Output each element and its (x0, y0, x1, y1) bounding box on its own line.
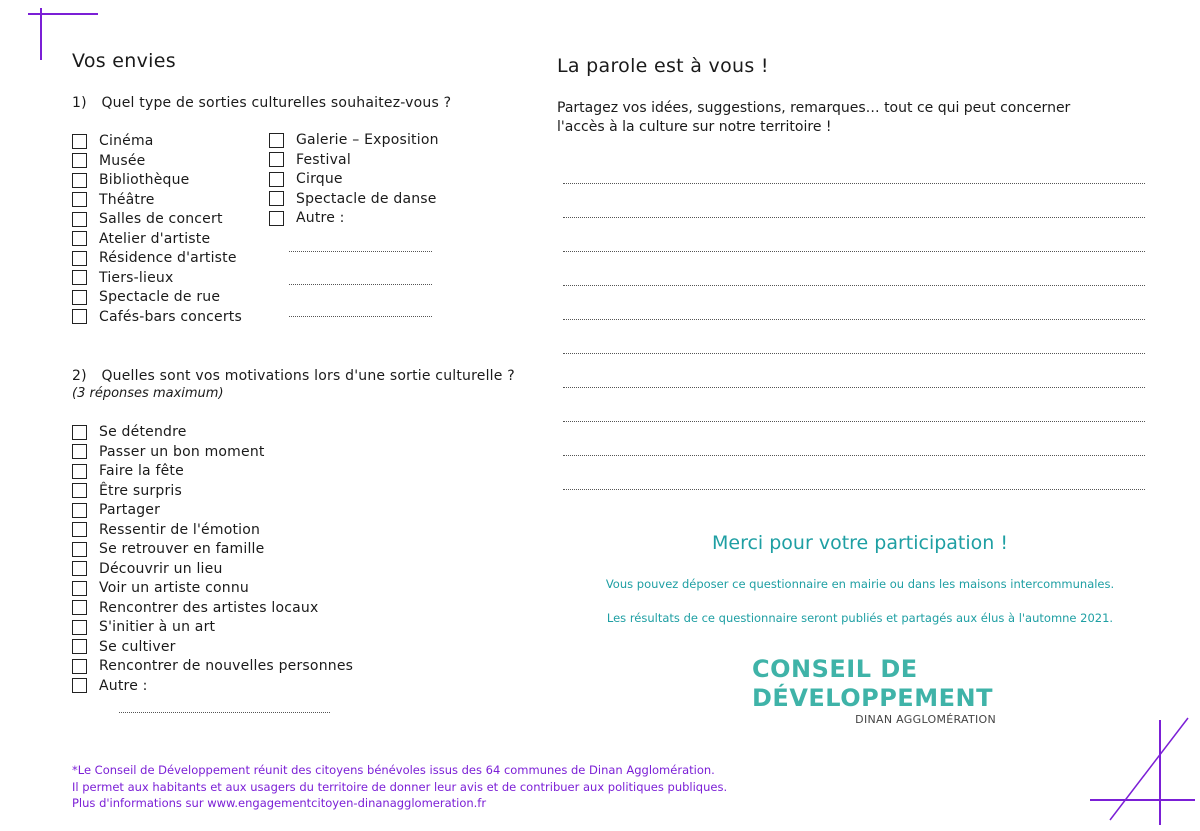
option-label: Faire la fête (99, 463, 184, 479)
q1-option[interactable] (269, 151, 351, 169)
option-label: Se cultiver (99, 638, 176, 655)
checkbox[interactable] (72, 600, 87, 615)
checkbox[interactable] (269, 152, 284, 167)
checkbox[interactable] (72, 309, 87, 324)
q2-option[interactable] (72, 423, 187, 441)
option-label: Être surpris (99, 482, 182, 499)
autre-line-q2 (119, 712, 330, 713)
checkbox[interactable] (72, 231, 87, 246)
option-label: Voir un artiste connu (99, 580, 249, 596)
checkbox[interactable] (72, 561, 87, 576)
option-label: Bibliothèque (99, 172, 190, 188)
writing-line[interactable] (563, 319, 1145, 320)
writing-line[interactable] (563, 455, 1145, 456)
checkbox[interactable] (72, 444, 87, 459)
q1-option[interactable] (72, 191, 155, 209)
option-label: Découvrir un lieu (99, 560, 223, 577)
info-results: Les résultats de ce questionnaire seront publiés et partagés aux élus à l'automne 2021. (606, 611, 1114, 625)
option-label: Spectacle de rue (99, 289, 221, 305)
checkbox[interactable] (72, 483, 87, 498)
option-label: Spectacle de danse (296, 190, 437, 207)
checkbox[interactable] (72, 503, 87, 518)
q1-option[interactable] (72, 132, 154, 150)
writing-line[interactable] (563, 285, 1145, 286)
autre-line-1 (289, 251, 432, 252)
logo-line-2: DÉVELOPPEMENT (752, 684, 993, 712)
q2-option[interactable] (72, 540, 264, 558)
checkbox[interactable] (72, 678, 87, 693)
option-label: Passer un bon moment (99, 443, 265, 460)
option-label: Tiers-lieux (99, 269, 174, 286)
writing-line[interactable] (563, 387, 1145, 388)
option-label: Rencontrer des artistes locaux (99, 599, 319, 616)
section-title-vos-envies: Vos envies (72, 50, 176, 72)
footer-line-1: *Le Conseil de Développement réunit des citoyens bénévoles issus des 64 communes de Dinan Agglomération. (72, 763, 715, 777)
checkbox[interactable] (72, 425, 87, 440)
checkbox[interactable] (72, 620, 87, 635)
option-label: Cafés-bars concerts (99, 308, 242, 325)
option-label: Partager (99, 502, 161, 518)
logo-line-3: DINAN AGGLOMÉRATION (855, 713, 996, 726)
q1-option[interactable] (72, 308, 242, 326)
checkbox[interactable] (72, 134, 87, 149)
option-label: Théâtre (99, 191, 155, 208)
option-label: Se retrouver en famille (99, 541, 265, 557)
q2-option[interactable] (72, 579, 249, 597)
checkbox[interactable] (72, 173, 87, 188)
checkbox[interactable] (269, 191, 284, 206)
q1-option[interactable] (269, 209, 345, 227)
question-2 (72, 368, 515, 384)
checkbox[interactable] (269, 133, 284, 148)
q1-option[interactable] (269, 131, 439, 149)
option-label: Rencontrer de nouvelles personnes (99, 658, 354, 674)
logo-line-1: CONSEIL DE (752, 655, 918, 683)
q1-option[interactable] (72, 230, 210, 248)
question-2-text: Quelles sont vos motivations lors d'une sortie culturelle ? (101, 368, 515, 384)
checkbox[interactable] (72, 153, 87, 168)
question-2-number: 2) (72, 368, 87, 384)
checkbox[interactable] (269, 172, 284, 187)
option-label: Salles de concert (99, 211, 223, 227)
autre-line-2 (289, 284, 432, 285)
q1-option[interactable] (72, 171, 189, 189)
option-label: Cirque (296, 171, 343, 187)
checkbox[interactable] (72, 290, 87, 305)
option-label: Galerie – Exposition (296, 132, 439, 148)
option-label: Autre : (99, 677, 148, 694)
intro-line-1: Partagez vos idées, suggestions, remarques… tout ce qui peut concerner (557, 100, 1071, 116)
q2-option[interactable] (72, 657, 353, 675)
q2-option[interactable] (72, 677, 148, 695)
writing-line[interactable] (563, 489, 1145, 490)
q2-option[interactable] (72, 638, 176, 656)
option-label: S'initier à un art (99, 619, 216, 635)
q1-option[interactable] (72, 210, 223, 228)
checkbox[interactable] (72, 212, 87, 227)
section-title-parole: La parole est à vous ! (557, 55, 769, 77)
option-label: Cinéma (99, 133, 154, 149)
checkbox[interactable] (72, 464, 87, 479)
writing-line[interactable] (563, 353, 1145, 354)
checkbox[interactable] (72, 522, 87, 537)
checkbox[interactable] (72, 192, 87, 207)
q1-option[interactable] (72, 288, 220, 306)
q2-option[interactable] (72, 482, 182, 500)
checkbox[interactable] (72, 270, 87, 285)
q1-option[interactable] (269, 170, 343, 188)
question-2-note: (3 réponses maximum) (72, 386, 224, 401)
writing-line[interactable] (563, 183, 1145, 184)
option-label: Musée (99, 152, 146, 169)
autre-line-3 (289, 316, 432, 317)
question-1-text: Quel type de sorties culturelles souhaitez-vous ? (101, 95, 452, 111)
checkbox[interactable] (72, 251, 87, 266)
footer-line-3: Plus d'informations sur www.engagementcitoyen-dinanagglomeration.fr (72, 796, 487, 810)
q2-option[interactable] (72, 501, 160, 519)
writing-line[interactable] (563, 217, 1145, 218)
checkbox[interactable] (269, 211, 284, 226)
q1-option[interactable] (72, 269, 173, 287)
option-label: Ressentir de l'émotion (99, 521, 261, 538)
option-label: Résidence d'artiste (99, 250, 237, 266)
q2-option[interactable] (72, 521, 260, 539)
question-1-number: 1) (72, 95, 87, 111)
option-label: Autre : (296, 210, 345, 226)
q1-option[interactable] (72, 249, 237, 267)
question-1 (72, 95, 451, 111)
footer-note (72, 762, 727, 812)
q2-option[interactable] (72, 560, 223, 578)
writing-line[interactable] (563, 251, 1145, 252)
checkbox[interactable] (72, 659, 87, 674)
q2-option[interactable] (72, 618, 215, 636)
footer-line-2: Il permet aux habitants et aux usagers du territoire de donner leur avis et de contribuer aux politiques publiques. (72, 779, 728, 794)
checkbox[interactable] (72, 581, 87, 596)
q2-option[interactable] (72, 599, 318, 617)
intro-line-2: l'accès à la culture sur notre territoire ! (557, 119, 832, 135)
option-label: Atelier d'artiste (99, 230, 211, 247)
option-label: Se détendre (99, 424, 187, 440)
q2-option[interactable] (72, 443, 265, 461)
checkbox[interactable] (72, 639, 87, 654)
option-label: Festival (296, 151, 351, 168)
thank-you-message: Merci pour votre participation ! (712, 532, 1008, 554)
writing-line[interactable] (563, 421, 1145, 422)
corner-mark-bottom-right (1080, 710, 1200, 831)
q2-option[interactable] (72, 462, 184, 480)
info-deposit: Vous pouvez déposer ce questionnaire en mairie ou dans les maisons intercommunales. (605, 577, 1115, 591)
checkbox[interactable] (72, 542, 87, 557)
conseil-logo (752, 655, 1002, 726)
q1-option[interactable] (269, 190, 437, 208)
q1-option[interactable] (72, 152, 145, 170)
